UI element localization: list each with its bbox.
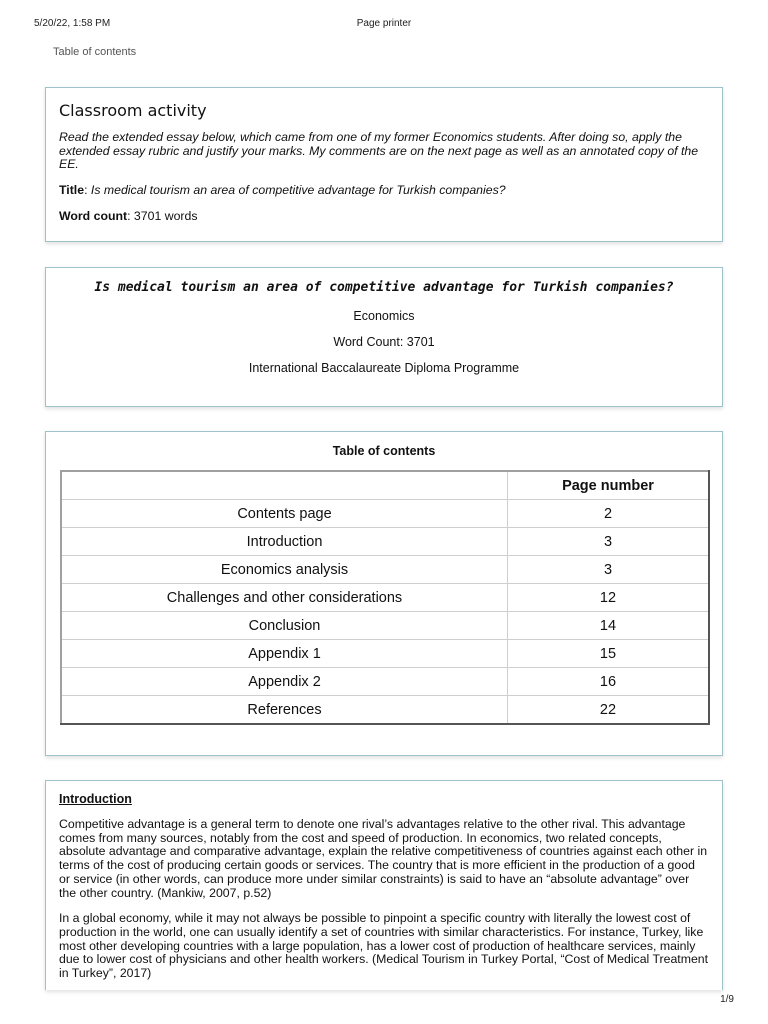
toc-table: [60, 470, 710, 725]
print-datetime: 5/20/22, 1:58 PM: [34, 18, 111, 29]
classroom-instructions: Read the extended essay below, which came from one of my former Economics students. After doing so, apply the extended essay rubric and justify your marks. My comments are on the next page as well as an annotated copy of the EE.: [59, 130, 699, 172]
toc-section: Conclusion: [61, 612, 508, 640]
title-label: Title: [59, 182, 85, 197]
print-title: Page printer: [356, 18, 412, 29]
page-number: 1/9: [720, 994, 734, 1005]
essay-title: Is medical tourism an area of competitive advantage for Turkish companies?: [94, 280, 674, 295]
classroom-activity-card: [45, 87, 723, 242]
intro-paragraph-1: Competitive advantage is a general term to denote one rival’s advantages relative to the other rival. This advantage comes from many sources, notably from the cost and speed of production. In economics, two related concepts, absolute advantage and comparative advantage, explain the relative competitiveness of countries against each other in terms of the cost of producing certain goods or services. The country that is more efficient in the production of a good or service (in other words, can produce more under similar constraints) is said to have an “absolute advantage” over the other country. (Mankiw, 2007, p.52): [59, 817, 708, 900]
intro-paragraph-2: In a global economy, while it may not always be possible to pinpoint a specific country with literally the lowest cost of production in the world, one can usually identify a set of countries with similar characteristics. For instance, Turkey, like most other developing countries with a large population, has a lower cost of production of healthcare services, mainly due to lower cost of physicians and other health workers. (Medical Tourism in Turkey Portal, “Cost of Medical Treatment in Turkey”, 2017): [59, 911, 709, 981]
table-row: [61, 612, 709, 640]
toc-page: 14: [508, 612, 710, 640]
programme: International Baccalaureate Diploma Programme: [248, 361, 520, 375]
toc-header-section: [61, 471, 508, 500]
table-row: [61, 528, 709, 556]
breadcrumb[interactable]: Table of contents: [53, 46, 137, 58]
word-count-value: 3701 words: [133, 209, 198, 224]
word-count-line: Word count: 3701 words: [59, 209, 198, 224]
table-row: [61, 500, 709, 528]
toc-page: 3: [508, 528, 710, 556]
toc-section: Introduction: [61, 528, 508, 556]
toc-section: Challenges and other considerations: [61, 584, 508, 612]
table-of-contents-card: [45, 431, 723, 756]
toc-page: 15: [508, 640, 710, 668]
table-row: [61, 556, 709, 584]
toc-page: 22: [508, 696, 710, 725]
table-row: [61, 696, 709, 725]
classroom-activity-heading: Classroom activity: [59, 101, 207, 120]
title-value: Is medical tourism an area of competitive advantage for Turkish companies?: [90, 182, 506, 197]
toc-page: 3: [508, 556, 710, 584]
toc-page: 16: [508, 668, 710, 696]
table-row: [61, 584, 709, 612]
cover-word-count: Word Count: 3701: [333, 335, 435, 349]
word-count-label: Word count: [59, 209, 128, 224]
essay-title-line: Title: Is medical tourism an area of competitive advantage for Turkish companies?: [59, 182, 506, 197]
toc-page: 2: [508, 500, 710, 528]
introduction-heading: Introduction: [59, 792, 132, 806]
cover-page-card: [45, 267, 723, 407]
table-row: [61, 668, 709, 696]
subject: Economics: [353, 309, 415, 323]
introduction-card: [45, 780, 723, 990]
toc-section: Appendix 1: [61, 640, 508, 668]
table-row: [61, 640, 709, 668]
toc-section: Appendix 2: [61, 668, 508, 696]
toc-section: References: [61, 696, 508, 725]
toc-heading: Table of contents: [332, 444, 436, 458]
toc-page: 12: [508, 584, 710, 612]
toc-section: Contents page: [61, 500, 508, 528]
toc-section: Economics analysis: [61, 556, 508, 584]
toc-header-page: Page number: [508, 471, 710, 500]
toc-header-row: [61, 471, 709, 500]
